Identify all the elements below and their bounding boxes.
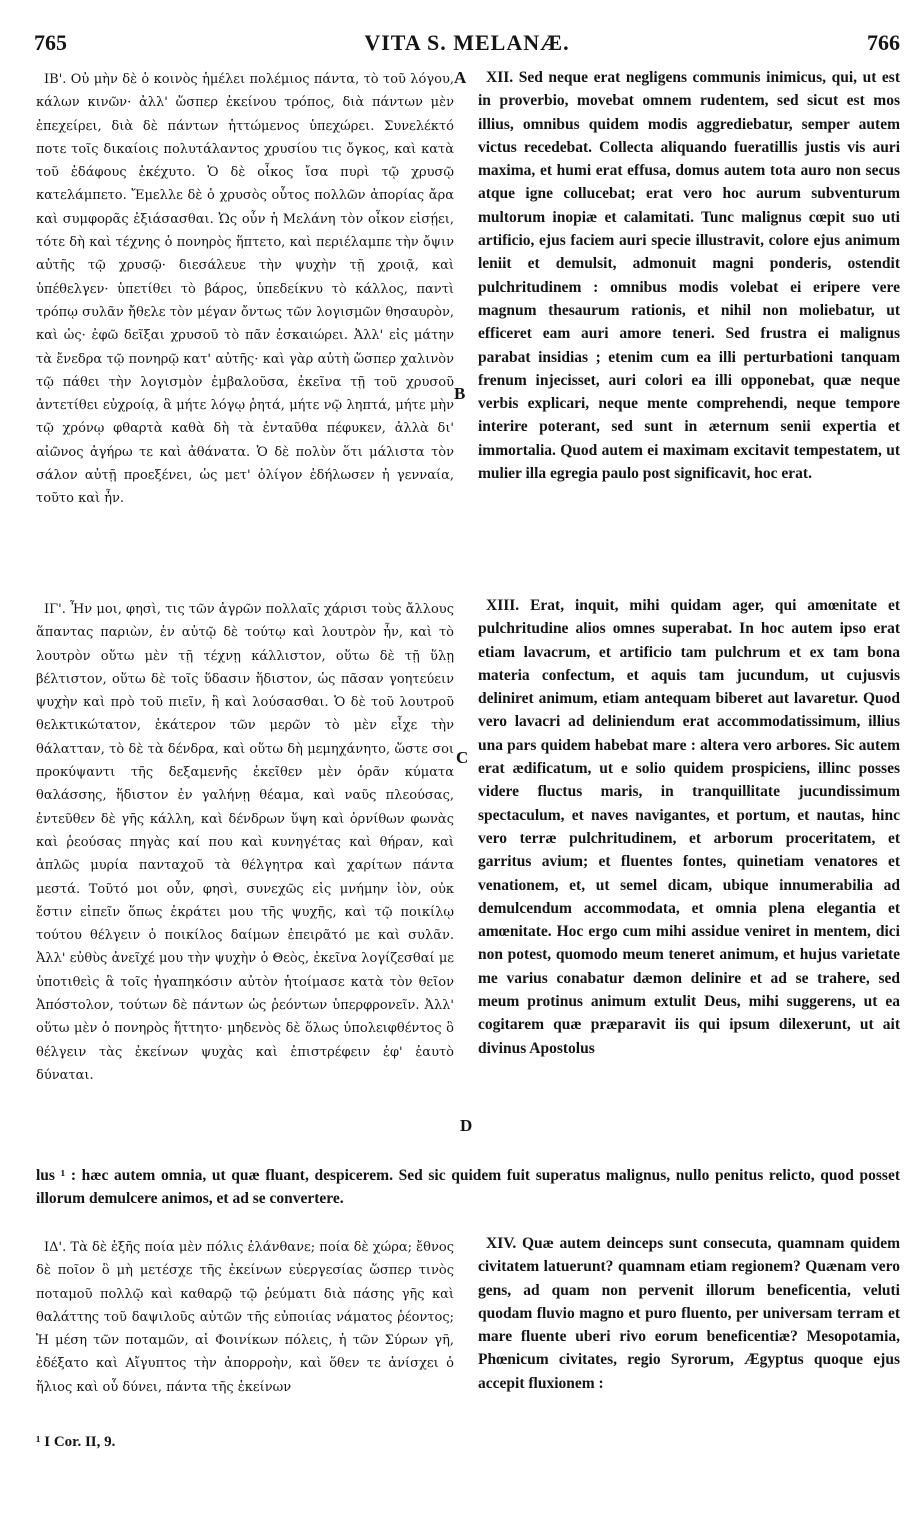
greek-section-12 xyxy=(36,68,454,511)
greek-paragraph: ΙΔ'. Τὰ δὲ ἑξῆς ποία μὲν πόλις ἐλάνθανε; ποία δὲ χώρα; ἔθνος δὲ ποῖον ὃ μὴ μετέσχε τῆς ἐκείνων εὐεργεσίας ὥσπερ τινὸς ποταμοῦ πολλῷ καὶ καθαρῷ τῷ ῥεύματι διὰ πάσης γῆς καὶ θαλάττης τοῦ δαψιλοῦς αὐτῶν τῆς εὐποιίας νάματος ῥέοντος; Ἡ μέση τῶν ποταμῶν, αἱ Φοινίκων πόλεις, ἡ τῶν Σύρων γῆ, ἐδέξατο καὶ Αἴγυπτος τὴν ἀπορροὴν, καὶ ὅθεν τε ἀνίσχει ὁ ἥλιος καὶ οὗ δύνει, πάντα τῆς ἐκείνων xyxy=(36,1240,454,1395)
latin-paragraph: XIII. Erat, inquit, mihi quidam ager, qui amœnitate et pulchritudine alios omnes superabat. In hoc autem ipso erat etiam lavacrum, et artificio tam pulchrum et ex tam bona materia confectum, et aquis tam jucundum, ut cujusvis deliniret animum, etiam antequam biberet aut lavaretur. Quod vero lavacri ad deliniendum erat accommodatissimum, illius una pars quidem habebat mare : altera vero arbores. Sic autem erat ædificatum, ut e solio quidem prospiciens, illinc posses videre fluctus maris, in tranquillitate jucundissimum spectaculum, et naves navigantes, et portum, et nautas, hinc vero terræ pulchritudinem, et arborum proceritatem, et garritus avium; et fluentes fontes, quinetiam venatores et venationem, et, ut semel dicam, ubique innumerabilia ad demulcendum accommodata, et omnia plena elegantia et amœnitate. Hoc ergo cum mihi assidue veniret in mentem, dici non potest, quomodo meum teneret animum, et hujus varietate me varius conabatur dæmon delinire et ad se trahere, sed meum protinus animum extulit Deus, mihi suggerens, ut ea cogitarem quæ præparavit iis qui ipsum dilexerunt, ut ait divinus Apostolus xyxy=(478,597,900,1057)
latin-paragraph: XII. Sed neque erat negligens communis inimicus, qui, ut est in proverbio, movebat omnem rudentem, sed sicut est mos illius, omnibus quidem modis aggrediebatur, semper autem victus recedebat. Collecta aliquando fueratillis justis vis auri maxima, et humi erat effusa, domus autem tota auro non secus atque igne collucebat; erat vero hoc aurum subventurum multorum inopiæ et calamitati. Tunc malignus cœpit suo uti artificio, ejus faciem auri specie illustravit, colore ejus animum leniit et demulsit, admonuit magni ponderis, ostendit pulchritudinem : omnibus modis volebat ei eripere vere magnum thesaurum rationis, et nihil non moliebatur, ut efficeret eam auri amore teneri. Sed frustra ei malignus parabat insidias ; etenim cum ea illi perturbationi tanquam frenum injecisset, auri colori ea illi opponebat, quæ neque verbis explicari, neque mente comprehendi, neque tempore interire poterant, sed sunt in æternum senii expertia et immortalia. Quod autem ei maximam excitavit tempestatem, ut mulier illa egregia paulo post significavit, hoc erat. xyxy=(478,69,900,483)
greek-paragraph: ΙΒ'. Οὐ μὴν δὲ ὁ κοινὸς ἡμέλει πολέμιος πάντα, τὸ τοῦ λόγου, κάλων κινῶν· ἀλλ' ὥσπερ ἐκείνου τρόπος, διὰ πάντων μὲν ἐπεχείρει, διὰ δὲ πάντων ἡττώμενος ὑπεχώρει. Συνελέκτό ποτε τοῖς δικαίοις πολυτάλαντος χρυσίου τις ὄγκος, καὶ κατὰ τοῦ ἐδάφους ἐκέχυτο. Ὁ δὲ οἶκος ἴσα πυρὶ τῷ χρυσῷ κατελάμπετο. Ἔμελλε δὲ ὁ χρυσὸς οὗτος πολλῶν ἀπορίας ἄρα καὶ συμφορᾶς ἐξιάσασθαι. Ὡς οὖν ἡ Μελάνη τὸν οἶκον εἰσῄει, τότε δὴ καὶ τέχνης ὁ πονηρὸς ἥπτετο, καὶ περιέλαμπε τὴν ὄψιν αὐτῆς τῷ χρυσῷ· διεσάλευε τὴν ψυχὴν τῇ χροιᾷ, καὶ ὑπέθελγεν· ὑπετίθει τὸ βάρος, ὑπεδείκνυ τὸ κάλλος, παντὶ τρόπῳ συλᾶν ἤθελε τὸν μέγαν ὄντως τῶν λογισμῶν θησαυρὸν, καὶ ὡς· ἐφῶ δεῖξαι χρυσοῦ τὸ πᾶν ἐσκαιώρει. Ἀλλ' εἰς μάτην τὰ ἔνεδρα τῷ πονηρῷ κατ' αὐτῆς· καὶ γὰρ αὐτὴ ὥσπερ χαλινὸν τῷ πάθει τὴν λογισμὸν ἐμβαλοῦσα, ἐκεῖνα τῇ τοῦ χρυσοῦ ἀντετίθει εὐχροίᾳ, ἃ μήτε λόγῳ ῥητά, μήτε νῷ ληπτά, μήτε μὴν τῷ χρόνῳ φθαρτὰ καθὰ δὴ τὰ ἐνταῦθα πέφυκεν, ἀλλὰ δι' αἰῶνος ἀγήρω τε καὶ ἀθάνατα. Ὁ δὲ πολὺν ὅτι μάλιστα τὸν σάλον αὐτῇ προεξένει, ὡς μετ' ὀλίγον ἐδήλωσεν ἡ γενναία, τοῦτο καὶ ἦν. xyxy=(36,72,454,507)
page-header xyxy=(34,30,900,60)
latin-section-12 xyxy=(478,66,900,485)
latin-continuation-fullwidth xyxy=(36,1164,900,1211)
latin-section-14 xyxy=(478,1232,900,1395)
margin-marker-a: A xyxy=(454,68,467,87)
greek-section-13 xyxy=(36,598,454,1087)
page-number-right: 766 xyxy=(867,30,900,55)
margin-marker-d: D xyxy=(460,1116,473,1135)
margin-marker-c: C xyxy=(456,748,469,767)
greek-section-14 xyxy=(36,1236,454,1399)
latin-section-13 xyxy=(478,594,900,1060)
latin-continuation-text: lus ¹ : hæc autem omnia, ut quæ fluant, despicerem. Sed sic quidem fuit superatus malignus, nullo penitus relicto, quod posset illorum demulcere animos, et ad se convertere. xyxy=(36,1167,900,1208)
latin-paragraph: XIV. Quæ autem deinceps sunt consecuta, quamnam quidem civitatem latuerunt? quamnam etiam regionem? Quænam vero gens, ad quam non pervenit illorum beneficentia, veluti quodam fluvio magno et puro fluento, per universam terram et mare fluente uberi rivo eorum beneficentiæ? Mesopotamia, Phœnicum civitates, regio Syrorum, Ægyptus quoque ejus accepit fluxionem : xyxy=(478,1235,900,1392)
greek-paragraph: ΙΓ'. Ἦν μοι, φησὶ, τις τῶν ἀγρῶν πολλαῖς χάρισι τοὺς ἄλλους ἅπαντας παριὼν, ἐν αὐτῷ δὲ τούτῳ καὶ λουτρὸν ἦν, καὶ τὸ λουτρὸν οὕτω μὲν τῇ τέχνῃ κάλλιστον, οὕτω δὲ τῇ ὕλῃ βέλτιστον, οὕτω δὲ τοῖς ὕδασιν ἥδιστον, ὡς πᾶσαν γοητεύειν ψυχὴν καὶ πρὸ τοῦ πιεῖν, ἢ καὶ λούσασθαι. Ὁ δὲ τοῦ λουτροῦ θελκτικώτατον, ἑκάτερον τῶν μερῶν τὸ μὲν εἶχε τὴν θάλατταν, τὸ δὲ τὰ δένδρα, καὶ οὕτω δὴ μεμηχάνητο, ὥστε σοι προκύψαντι τῆς δεξαμενῆς ἐκεῖθεν μὲν ὁρᾶν κύματα θαλάσσης, ἥδιστον ἐν γαλήνῃ θέαμα, καὶ ναῦς πλεούσας, ἐντεῦθεν δὲ γῆς κάλλη, καὶ δένδρων ὕψη καὶ ὀρνίθων φωνὰς καὶ ῥεούσας πηγὰς καί που καὶ κυνηγέτας καὶ θήραν, καὶ ἁπλῶς μυρία πανταχοῦ τὰ θέλγητρα καὶ χαρίτων πάντα μεστά. Τοῦτό μοι οὖν, φησὶ, συνεχῶς εἰς μνήμην ἰὸν, οὐκ ἔστιν εἰπεῖν ὅπως ἐκράτει μου τῆς ψυχῆς, καὶ τῷ ποικίλῳ τούτου θέλγειν ὁ ποικίλος δαίμων ἐπειρᾶτό με καὶ συλᾶν. Ἀλλ' εὐθὺς ἀνεῖχέ μου τὴν ψυχὴν ὁ Θεὸς, ἐκεῖνα λογίζεσθαί με ὑποτιθεὶς ἃ τοῖς ἠγαπηκόσιν αὐτὸν ἡτοίμασε κατὰ τὸν θεῖον Ἀπόστολον, τούτων δὲ πάντων ὡς ῥεόντων ὑπερφρονεῖν. Ἀλλ' οὕτω μὲν ὁ πονηρὸς ἥττητο· μηδενὸς δὲ ὅλως ὑπολειφθέντος ὃ θέλγειν τὰς ἐκείνων ψυχὰς καὶ ἐπιστρέφειν ἐφ' ἑαυτὸ δύναται. xyxy=(36,602,454,1083)
margin-marker-b: B xyxy=(454,384,466,403)
running-title: VITA S. MELANÆ. xyxy=(364,30,570,55)
page-number-left: 765 xyxy=(34,30,67,55)
footnote: ¹ I Cor. II, 9. xyxy=(36,1434,116,1450)
